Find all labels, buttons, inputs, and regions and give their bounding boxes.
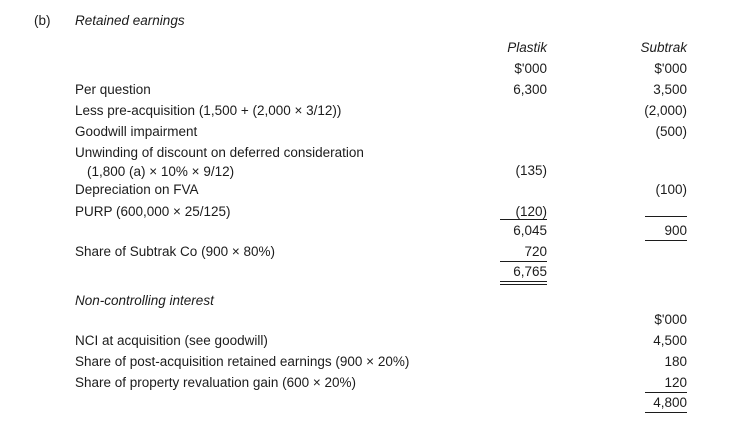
subtotal-col2: 900 — [664, 223, 687, 238]
depreciation-col2: (100) — [655, 182, 687, 197]
nci-revaluation-label: Share of property revaluation gain (600 × 20%) — [75, 375, 357, 390]
nci-at-acquisition-value: 4,500 — [653, 333, 687, 348]
retained-total-col1: 6,765 — [513, 264, 547, 279]
col2-subtotal-rule — [645, 216, 687, 217]
nci-at-acquisition-label: NCI at acquisition (see goodwill) — [75, 333, 268, 348]
goodwill-impairment-col2: (500) — [655, 124, 687, 139]
unwinding-col1: (135) — [515, 163, 547, 178]
depreciation-label: Depreciation on FVA — [75, 182, 199, 197]
share-subtrak-col1: 720 — [524, 244, 547, 259]
pre-acquisition-col2: (2,000) — [644, 103, 687, 118]
col2-unit: $'000 — [654, 61, 687, 76]
unwinding-label-detail: (1,800 (a) × 10% × 9/12) — [87, 164, 235, 179]
unwinding-label: Unwinding of discount on deferred consideration — [75, 145, 364, 160]
goodwill-impairment-label: Goodwill impairment — [75, 124, 198, 139]
pre-acquisition-label: Less pre-acquisition (1,500 + (2,000 × 3/12)) — [75, 103, 342, 118]
nci-total-value: 4,800 — [653, 395, 687, 410]
nci-post-acquisition-label: Share of post-acquisition retained earnings (900 × 20%) — [75, 354, 410, 369]
nci-total-bottom-rule — [645, 412, 687, 413]
purp-col1: (120) — [515, 204, 547, 219]
nci-revaluation-value: 120 — [664, 375, 687, 390]
col1-subtotal-rule — [500, 219, 547, 220]
share-subtrak-label: Share of Subtrak Co (900 × 80%) — [75, 244, 275, 259]
col1-name: Plastik — [507, 40, 547, 55]
per-question-col2: 3,500 — [653, 82, 687, 97]
col1-unit: $'000 — [514, 61, 547, 76]
col2-total-rule — [645, 240, 687, 241]
per-question-col1: 6,300 — [513, 82, 547, 97]
nci-total-top-rule — [645, 392, 687, 393]
subtotal-col1: 6,045 — [513, 223, 547, 238]
nci-heading: Non-controlling interest — [75, 293, 214, 308]
col1-total-double-rule — [500, 281, 547, 285]
col2-name: Subtrak — [640, 40, 687, 55]
nci-unit: $'000 — [654, 312, 687, 327]
nci-post-acquisition-value: 180 — [664, 354, 687, 369]
col1-total-top-rule — [500, 261, 547, 262]
purp-label: PURP (600,000 × 25/125) — [75, 204, 231, 219]
per-question-label: Per question — [75, 82, 151, 97]
part-label: (b) — [34, 13, 51, 28]
retained-earnings-heading: Retained earnings — [75, 13, 185, 28]
